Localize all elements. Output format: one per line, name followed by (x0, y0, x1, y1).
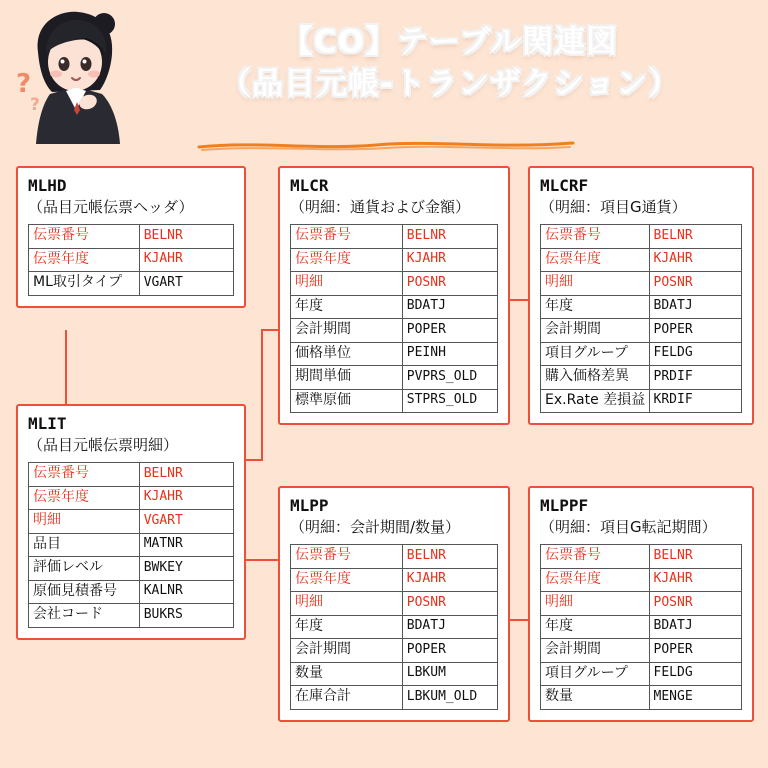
table-box-mlpp[interactable] (278, 486, 510, 722)
field-label: 数量 (291, 662, 403, 686)
table-row (29, 225, 234, 249)
svg-text:?: ? (16, 69, 32, 99)
table-name: MLCRF (540, 176, 589, 195)
table-row (291, 592, 498, 616)
field-label: 会計期間 (291, 639, 403, 663)
field-code: MENGE (649, 686, 741, 710)
field-code: POSNR (649, 592, 741, 616)
field-table (540, 544, 742, 710)
field-code: FELDG (649, 662, 741, 686)
table-description: （明細：項目G通貨） (540, 197, 687, 216)
table-row (291, 225, 498, 249)
table-row (541, 225, 742, 249)
field-code: BDATJ (402, 295, 497, 319)
field-code: LBKUM (402, 662, 497, 686)
field-code: MATNR (139, 533, 233, 557)
field-code: VGART (139, 272, 233, 296)
field-label: ML取引タイプ (29, 272, 140, 296)
field-code: BWKEY (139, 557, 233, 581)
table-row (291, 662, 498, 686)
field-label: 数量 (541, 686, 650, 710)
field-code: BELNR (139, 225, 233, 249)
field-code: BUKRS (139, 604, 233, 628)
field-table (28, 224, 234, 296)
table-row (291, 389, 498, 413)
field-code: KJAHR (139, 486, 233, 510)
table-row (291, 366, 498, 390)
table-row (541, 248, 742, 272)
table-row (291, 295, 498, 319)
field-code: POSNR (402, 592, 497, 616)
table-description: （品目元帳伝票ヘッダ） (28, 197, 194, 216)
relation-mlit-mlcr (246, 330, 278, 460)
table-box-mlcrf[interactable] (528, 166, 754, 425)
field-label: 会計期間 (541, 639, 650, 663)
table-row (541, 295, 742, 319)
field-label: 明細 (29, 510, 140, 534)
table-row (29, 533, 234, 557)
field-label: 伝票年度 (541, 248, 650, 272)
table-description: （明細：会計期間/数量） (290, 517, 461, 536)
table-box-mlppf[interactable] (528, 486, 754, 722)
illustration-girl-thinking-icon (8, 6, 148, 146)
table-row (291, 248, 498, 272)
field-label: 購入価格差異 (541, 366, 650, 390)
field-label: 在庫合計 (291, 686, 403, 710)
field-code: KJAHR (139, 248, 233, 272)
field-code: KRDIF (649, 389, 741, 413)
page-title (150, 22, 750, 106)
field-label: 明細 (291, 592, 403, 616)
field-label: 明細 (541, 272, 650, 296)
table-row (29, 510, 234, 534)
field-label: 伝票年度 (541, 568, 650, 592)
field-code: KJAHR (402, 248, 497, 272)
field-code: PEINH (402, 342, 497, 366)
field-code: BELNR (139, 463, 233, 487)
field-label: 項目グループ (541, 662, 650, 686)
field-code: BDATJ (649, 295, 741, 319)
field-code: KJAHR (649, 568, 741, 592)
field-label: 伝票番号 (541, 225, 650, 249)
table-row (541, 389, 742, 413)
table-row (291, 639, 498, 663)
table-row (29, 580, 234, 604)
table-row (541, 545, 742, 569)
field-label: 会計期間 (541, 319, 650, 343)
field-code: PRDIF (649, 366, 741, 390)
field-code: POSNR (649, 272, 741, 296)
table-row (29, 272, 234, 296)
field-label: 項目グループ (541, 342, 650, 366)
field-label: 明細 (541, 592, 650, 616)
table-description: （明細：通貨および金額） (290, 197, 471, 216)
title-line-1: 【CO】テーブル関連図 (281, 24, 619, 60)
table-row (541, 639, 742, 663)
field-label: 期間単価 (291, 366, 403, 390)
table-row (29, 604, 234, 628)
field-code: BDATJ (649, 615, 741, 639)
title-line-2: （品目元帳-トランザクション） (219, 65, 680, 102)
field-code: POPER (402, 319, 497, 343)
field-label: 伝票年度 (291, 568, 403, 592)
field-label: 伝票年度 (29, 486, 140, 510)
table-name: MLPP (290, 496, 329, 515)
table-box-mlhd[interactable] (16, 166, 246, 308)
field-label: 年度 (291, 615, 403, 639)
table-row (541, 568, 742, 592)
field-code: POSNR (402, 272, 497, 296)
field-code: VGART (139, 510, 233, 534)
table-row (291, 545, 498, 569)
field-label: 伝票番号 (29, 463, 140, 487)
field-label: 年度 (291, 295, 403, 319)
table-row (291, 272, 498, 296)
table-row (291, 319, 498, 343)
field-label: Ex.Rate 差損益 (541, 389, 650, 413)
field-label: 価格単位 (291, 342, 403, 366)
table-row (291, 615, 498, 639)
table-row (291, 686, 498, 710)
table-name: MLPPF (540, 496, 589, 515)
table-name: MLCR (290, 176, 329, 195)
table-description: （品目元帳伝票明細） (28, 435, 179, 454)
field-code: BELNR (649, 225, 741, 249)
svg-text:?: ? (30, 95, 40, 115)
field-code: BELNR (402, 225, 497, 249)
field-label: 原価見積番号 (29, 580, 140, 604)
field-label: 評価レベル (29, 557, 140, 581)
table-description: （明細：項目G転記期間） (540, 517, 717, 536)
field-code: POPER (649, 639, 741, 663)
table-box-mlcr[interactable] (278, 166, 510, 425)
field-code: PVPRS_OLD (402, 366, 497, 390)
table-row (541, 615, 742, 639)
table-row (541, 686, 742, 710)
field-label: 伝票番号 (291, 545, 403, 569)
table-name: MLIT (28, 414, 67, 433)
table-row (541, 272, 742, 296)
table-row (541, 319, 742, 343)
field-table (28, 462, 234, 628)
field-label: 伝票番号 (291, 225, 403, 249)
field-label: 標準原価 (291, 389, 403, 413)
field-label: 会計期間 (291, 319, 403, 343)
field-label: 伝票年度 (29, 248, 140, 272)
field-label: 伝票番号 (29, 225, 140, 249)
field-label: 年度 (541, 295, 650, 319)
field-code: FELDG (649, 342, 741, 366)
field-label: 伝票番号 (541, 545, 650, 569)
table-row (29, 248, 234, 272)
table-row (541, 592, 742, 616)
table-row (541, 662, 742, 686)
field-code: KALNR (139, 580, 233, 604)
field-label: 伝票年度 (291, 248, 403, 272)
table-row (541, 366, 742, 390)
field-code: POPER (402, 639, 497, 663)
table-row (291, 342, 498, 366)
field-table (290, 224, 498, 413)
table-row (29, 557, 234, 581)
table-row (29, 463, 234, 487)
field-table (540, 224, 742, 413)
field-table (290, 544, 498, 710)
field-code: BELNR (649, 545, 741, 569)
field-label: 年度 (541, 615, 650, 639)
table-row (541, 342, 742, 366)
title-underline-decoration (196, 138, 576, 152)
field-code: POPER (649, 319, 741, 343)
table-box-mlit[interactable] (16, 404, 246, 640)
field-code: KJAHR (649, 248, 741, 272)
field-label: 明細 (291, 272, 403, 296)
field-code: KJAHR (402, 568, 497, 592)
field-label: 品目 (29, 533, 140, 557)
table-row (291, 568, 498, 592)
field-code: BELNR (402, 545, 497, 569)
field-code: LBKUM_OLD (402, 686, 497, 710)
field-code: BDATJ (402, 615, 497, 639)
table-row (29, 486, 234, 510)
field-code: STPRS_OLD (402, 389, 497, 413)
field-label: 会社コード (29, 604, 140, 628)
table-name: MLHD (28, 176, 67, 195)
